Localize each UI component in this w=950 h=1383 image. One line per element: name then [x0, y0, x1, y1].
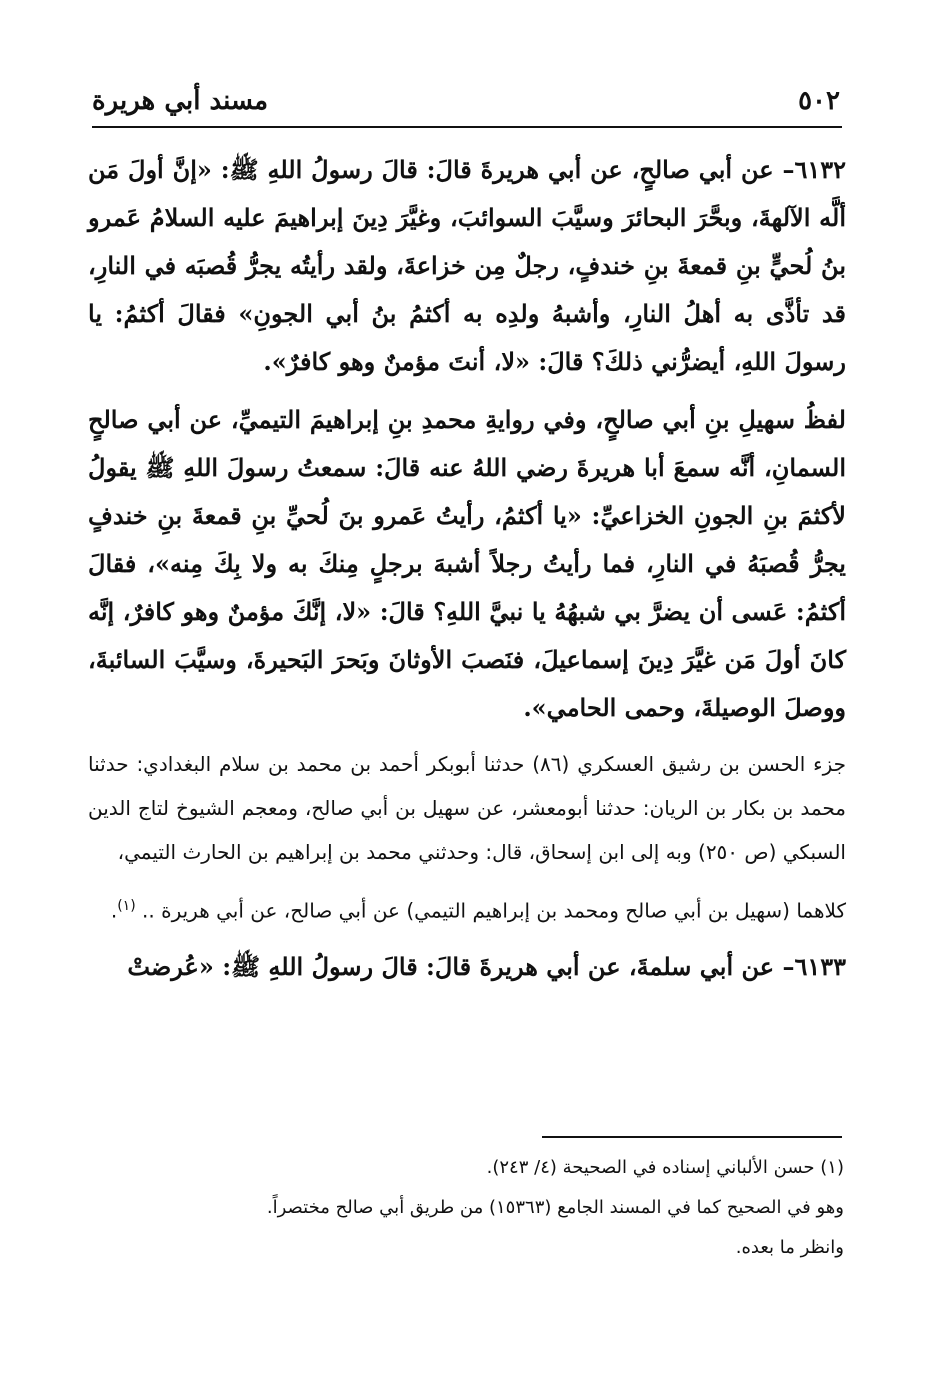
main-text: [88, 146, 846, 991]
footnote-line: (١) حسن الألباني إسناده في الصحيحة (٤/ ٢٤٣).: [486, 1157, 844, 1178]
hadith-text: عن أبي سلمةَ، عن أبي هريرةَ قالَ: قالَ رسولُ اللهِ ﷺ: «عُرضتْ: [127, 951, 775, 981]
period: .: [110, 898, 118, 923]
narration-paragraph: لفظُ سهيلِ بنِ أبي صالحٍ، وفي روايةِ محمدِ بنِ إبراهيمَ التيميِّ، عن أبي صالحٍ السمانِ، أنَّه سمعَ أبا هريرةَ رضي اللهُ عنه قالَ: سمعتُ رسولَ اللهِ ﷺ يقولُ لأكثمَ بنِ الجونِ الخزاعيِّ: «يا أكثمُ، رأيتُ عَمرو بنَ لُحيِّ بنِ قمعةَ بنِ خندفٍ يجرُّ قُصبَهُ في النارِ، فما رأيتُ رجلاً أشبهَ برجلٍ مِنكَ به ولا بِكَ مِنه»، فقالَ أكثمُ: عَسى أن يضرَّ بي شبهُهُ يا نبيَّ اللهِ؟ قالَ: «لا، إنَّكَ مؤمنٌ وهو كافرٌ، إنَّه كانَ أولَ مَن غيَّرَ دِينَ إسماعيلَ، فنَصبَ الأوثانَ وبَحرَ البَحيرةَ، وسيَّبَ السائبةَ، ووصلَ الوصيلةَ، وحمى الحامي».: [88, 405, 847, 722]
page-header: [92, 82, 840, 122]
footnote-reference[interactable]: (١): [117, 898, 136, 914]
source-paragraph-1: جزء الحسن بن رشيق العسكري (٨٦) حدثنا أبوبكر أحمد بن محمد بن سلام البغدادي: حدثنا محمد بن بكار بن الريان: حدثنا أبومعشر، عن سهيل بن أبي صالح، ومعجم الشيوخ لتاج الدين السبكي (ص ٢٥٠) وبه إلى ابن إسحاق، قال: وحدثني محمد بن إبراهيم بن الحارث التيمي،: [88, 752, 846, 864]
hadith-text: عن أبي صالحٍ، عن أبي هريرةَ قالَ: قالَ رسولُ اللهِ ﷺ: «إنَّ أولَ مَن ألَّه الآلهةَ، وبحَّرَ البحائرَ وسيَّبَ السوائبَ، وغيَّرَ دِينَ إبراهيمَ عليه السلامُ عَمرو بنُ لُحيٍّ بنِ قمعةَ بنِ خندفٍ، رجلٌ مِن خزاعةَ، ولقد رأيتُه يجرُّ قُصبَه في النارِ، قد تأذَّى به أهلُ النارِ، وأشبهُ ولدِه به أكثمُ بنُ أبي الجونِ» فقالَ أكثمُ: يا رسولَ اللهِ، أيضرُّني ذلكَ؟ قالَ: «لا، أنتَ مؤمنٌ وهو كافرٌ».: [88, 155, 846, 376]
footnotes: [88, 1148, 844, 1268]
hadith-6133: [88, 943, 846, 991]
source-paragraph-2: [88, 884, 846, 933]
running-title: مسند أبي هريرة: [92, 86, 269, 116]
header-divider: [92, 126, 842, 128]
footnote-line: وانظر ما بعده.: [735, 1237, 844, 1258]
hadith-6132: [88, 146, 846, 386]
hadith-number: ٦١٣٣–: [782, 951, 846, 981]
hadith-number: ٦١٣٢–: [782, 155, 846, 184]
footnote-line: وهو في الصحيح كما في المسند الجامع (١٥٣٦٣) من طريق أبي صالح مختصراً.: [266, 1197, 844, 1218]
footnote-divider: [542, 1136, 842, 1138]
source-text: كلاهما (سهيل بن أبي صالح ومحمد بن إبراهيم التيمي) عن أبي صالح، عن أبي هريرة ..: [142, 898, 846, 923]
page-number: ٥٠٢: [798, 86, 840, 116]
